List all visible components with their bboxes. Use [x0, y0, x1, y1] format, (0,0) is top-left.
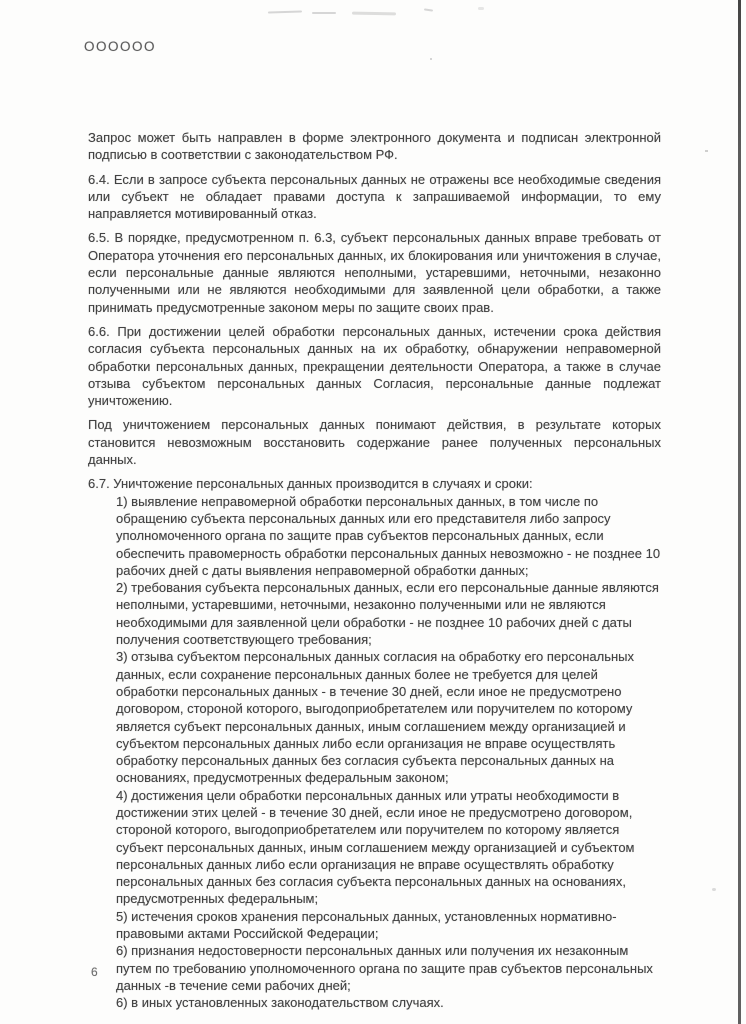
paragraph-6-5: 6.5. В порядке, предусмотренном п. 6.3, субъект персональных данных вправе требовать от Оператора уточнения его персональных данных, их блокирования или уничтожения в случае, если персональные данные являются неполными, устаревшими, неточными, незаконно полученными или не являются необходимыми для заявленной цели обработки, а также принимать предусмотренные законом меры по защите своих прав.: [88, 230, 661, 315]
page-number: 6: [91, 965, 98, 979]
paragraph-6-4: 6.4. Если в запросе субъекта персональных данных не отражены все необходимые сведения или субъект не обладает правами доступа к запрашиваемой информации, то ему направляется мотивированный отказ.: [88, 171, 661, 222]
scan-smudge: [352, 12, 396, 16]
list-item-6b: 6) в иных установленных законодательством случаях.: [116, 995, 444, 1011]
list-item-5: 5) истечения сроков хранения персональных данных, установленных нормативно-правовыми актами Российской Федерации;: [116, 908, 617, 942]
list-item-4: 4) достижения цели обработки персональных данных или утраты необходимости в достижении этих целей - в течение 30 дней, если иное не предусмотрено договором, стороной которого, выгодоприобретателем или поручителем по которому является субъект персональных данных, иным соглашением между организацией и субъектом персональных данных либо если организация не вправе осуществлять обработку персональных данных без согласия субъекта персональных данных на основаниях, предусмотренных федеральным;: [116, 787, 635, 907]
scan-speck: [430, 58, 432, 60]
list-item-3: 3) отзыва субъектом персональных данных согласия на обработку его персональных данных, если сохранение персональных данных более не требуется для целей обработки персональных данных - в течение 30 дней, если иное не предусмотрено договором, стороной которого, выгодоприобретателем или поручителем по которому является субъект персональных данных, иным соглашением между организацией и субъектом персональных данных либо если организация не вправе осуществлять обработку персональных данных без согласия субъекта персональных данных на основаниях, предусмотренных федеральным законом;: [116, 649, 635, 786]
list-item-1: 1) выявление неправомерной обработки персональных данных, в том числе по обращению субъекта персональных данных или его представителя либо запросу уполномоченного органа по защите прав субъектов персональных данных, если обеспечить правомерность обработки персональных данных невозможно - не позднее 10 рабочих дней с даты выявления неправомерной обработки данных;: [116, 493, 661, 578]
document-body: [88, 129, 661, 1012]
paragraph-destruction-definition: Под уничтожением персональных данных понимают действия, в результате которых становится невозможным восстановить содержание ранее полученных персональных данных.: [88, 417, 661, 468]
scan-edge-shadow: [738, 0, 741, 1024]
scan-speck: [712, 888, 716, 891]
paragraph-6-7: 6.7. Уничтожение персональных данных производится в случаях и сроки:: [88, 476, 533, 492]
list-item-6: 6) признания недостоверности персональных данных или получения их незаконным путем по требованию уполномоченного органа по защите прав субъектов персональных данных -в течение семи рабочих дней;: [116, 943, 653, 993]
list-item-2: 2) требования субъекта персональных данных, если его персональные данные являются неполными, устаревшими, неточными, незаконно полученными или не являются необходимыми для заявленной цели обработки - не позднее 10 рабочих дней с даты получения соответствующего требования;: [116, 580, 659, 648]
scan-speck: [705, 150, 708, 152]
letterhead-org-name: ОООООО: [84, 39, 157, 54]
destruction-cases-list: [88, 493, 661, 1012]
paragraph-6-6: 6.6. При достижении целей обработки персональных данных, истечении срока действия согласия субъекта персональных данных на их обработку, обнаружении неправомерной обработки персональных данных, прекращении деятельности Оператора, а также в случае отзыва субъектом персональных данных Согласия, персональные данные подлежат уничтожению.: [88, 323, 661, 409]
scan-smudge: [424, 8, 433, 11]
scan-smudge: [268, 10, 302, 13]
paragraph-intro: Запрос может быть направлен в форме электронного документа и подписан электронной подписью в соответствии с законодательством РФ.: [88, 130, 661, 163]
scan-smudge: [312, 12, 336, 14]
scan-smudge: [478, 7, 484, 10]
